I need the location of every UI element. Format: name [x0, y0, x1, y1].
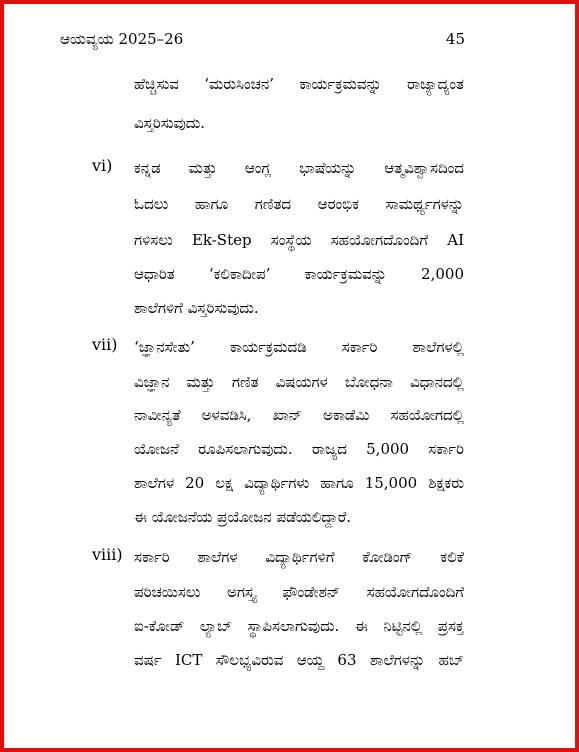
list-item-line: ಕನ್ನಡ ಮತ್ತು ಆಂಗ್ಲ ಭಾಷೆಯನ್ನು ಆತ್ಮವಿಶ್ವಾಸದಿಂದ — [134, 159, 464, 177]
list-item-line: ಆಧಾರಿತ ‘ಕಲಿಕಾದೀಪ’ ಕಾರ್ಯಕ್ರಮವನ್ನು 2,000 — [134, 265, 464, 283]
list-item-line: ಗಳಿಸಲು Ek-Step ಸಂಸ್ಥೆಯ ಸಹಯೋಗದೊಂದಿಗೆ AI — [134, 231, 464, 249]
list-item-line: ನಾವೀನ್ಯತೆ ಅಳವಡಿಸಿ, ಖಾನ್ ಅಕಾಡೆಮಿ ಸಹಯೋಗದಲ್ಲಿ — [134, 406, 464, 424]
list-item-line: ‘ಜ್ಞಾನಸೇತು’ ಕಾರ್ಯಕ್ರಮದಡಿ ಸರ್ಕಾರಿ ಶಾಲೆಗಳಲ್ಲಿ — [134, 338, 464, 356]
list-item-line: ವರ್ಷ ICT ಸೌಲಭ್ಯವಿರುವ ಆಯ್ದ 63 ಶಾಲೆಗಳನ್ನು ಹಬ್ — [134, 651, 464, 669]
list-item-line: ಶಾಲೆಗಳ 20 ಲಕ್ಷ ವಿದ್ಯಾರ್ಥಿಗಳು ಹಾಗೂ 15,000 ಶಿಕ್ಷಕರು — [134, 474, 464, 492]
list-item-line: ಈ ಯೋಜನೆಯ ಪ್ರಯೋಜನ ಪಡೆಯಲಿದ್ದಾರೆ. — [134, 508, 352, 526]
list-item-line: ಐ-ಕೋಡ್ ಲ್ಯಾಬ್ ಸ್ಥಾಪಿಸಲಾಗುವುದು. ಈ ನಿಟ್ಟಿನಲ್ಲಿ ಪ್ರಸಕ್ತ — [134, 617, 464, 635]
list-item-line: ಓದಲು ಹಾಗೂ ಗಣಿತದ ಆರಂಭಿಕ ಸಾಮರ್ಥ್ಯಗಳನ್ನು — [134, 195, 464, 213]
list-item-line: ವಿಜ್ಞಾನ ಮತ್ತು ಗಣಿತ ವಿಷಯಗಳ ಬೋಧನಾ ವಿಧಾನದಲ್ಲಿ — [134, 373, 464, 391]
list-marker: vi) — [92, 156, 113, 175]
intro-line: ಹೆಚ್ಚಿಸುವ ‘ಮರುಸಿಂಚನ’ ಕಾರ್ಯಕ್ರಮವನ್ನು ರಾಜ್ಯಾದ್ಯಂತ — [134, 75, 464, 93]
page-header — [60, 30, 465, 48]
list-marker: viii) — [92, 545, 123, 564]
list-item-line: ಯೋಜನೆ ರೂಪಿಸಲಾಗುವುದು. ರಾಜ್ಯದ 5,000 ಸರ್ಕಾರಿ — [134, 440, 464, 458]
list-item-line: ಶಾಲೆಗಳಿಗೆ ವಿಸ್ತರಿಸುವುದು. — [134, 299, 259, 317]
list-item-line: ಸರ್ಕಾರಿ ಶಾಲೆಗಳ ವಿದ್ಯಾರ್ಥಿಗಳಿಗೆ ಕೋಡಿಂಗ್ ಕಲಿಕೆ — [134, 548, 464, 566]
header-title: ಆಯವ್ಯಯ 2025–26 — [60, 30, 184, 48]
list-item-line: ಪರಿಚಯಿಸಲು ಅಗಸ್ತ್ಯ ಫೌಂಡೇಶನ್ ಸಹಯೋಗದೊಂದಿಗೆ — [134, 583, 464, 601]
intro-line: ವಿಸ್ತರಿಸುವುದು. — [134, 114, 206, 132]
page-number: 45 — [445, 30, 465, 48]
list-marker: vii) — [92, 335, 118, 354]
